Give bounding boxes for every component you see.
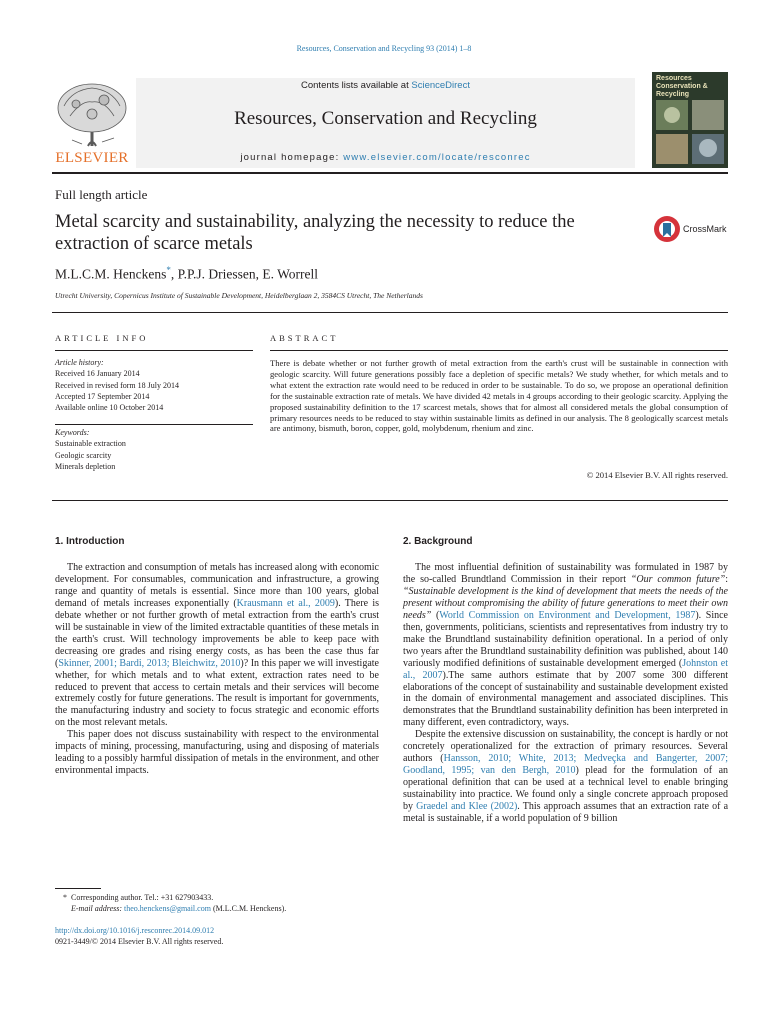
crossmark-icon	[652, 214, 682, 244]
doi-link[interactable]: http://dx.doi.org/10.1016/j.resconrec.2014.09.012	[55, 926, 215, 935]
introduction-heading: 1. Introduction	[55, 536, 125, 547]
paragraph	[403, 729, 728, 825]
sciencedirect-link[interactable]: ScienceDirect	[411, 80, 470, 91]
author-affiliation: Utrecht University, Copernicus Institute of Sustainable Development, Heidelberglaan 2, 3584CS Utrecht, The Netherlands	[55, 291, 423, 300]
author-email-link[interactable]: theo.henckens@gmail.com	[124, 904, 211, 913]
author-list	[55, 265, 318, 283]
text-run: :	[725, 573, 728, 585]
article-history	[55, 357, 253, 413]
citation-link[interactable]: Skinner, 2001; Bardi, 2013; Bleichwitz, 2010	[58, 657, 241, 669]
crossmark-label: CrossMark	[683, 224, 727, 234]
issn-copyright: 0921-3449/© 2014 Elsevier B.V. All rights reserved.	[55, 937, 224, 946]
article-type: Full length article	[55, 187, 148, 202]
elsevier-wordmark: ELSEVIER	[55, 150, 129, 166]
divider	[55, 350, 253, 351]
text-run: The most influential definition of sustainability was formulated in 1987 by the so-called Brundtland Commission in their report	[403, 562, 728, 585]
introduction-body	[55, 562, 379, 777]
history-received: Received 16 January 2014	[55, 369, 140, 379]
background-heading: 2. Background	[403, 536, 473, 547]
email-label: E-mail address:	[71, 904, 125, 913]
keywords-label: Keywords:	[55, 428, 90, 437]
citation-link[interactable]: World Commission on Environment and Development, 1987	[439, 609, 696, 621]
keywords	[55, 427, 253, 472]
keyword: Geologic scarcity	[55, 450, 112, 460]
paragraph: This paper does not discuss sustainability with respect to the environmental impacts of mining, processing, manufacturing, using and disposing of materials leading to a possibly harmful dissipation of metals in the environment, and other environmental impacts.	[55, 729, 379, 777]
journal-homepage-line	[136, 152, 635, 163]
journal-cover-image[interactable]	[652, 72, 728, 168]
corresponding-author-footnote	[55, 892, 379, 914]
article-title: Metal scarcity and sustainability, analyzing the necessity to reduce the extraction of scarce metals	[55, 212, 575, 254]
first-author: M.L.C.M. Henckens	[55, 266, 167, 282]
text-run: ).The same authors estimate that by 2007 some 300 different elaborations of the concept of sustainability and sustainable development existed in the domain of environmental management and associated disciplines. This demonstrates that the Brundtland sustainability definition has been interpreted in many different, even contradictory, ways.	[403, 669, 729, 729]
history-online: Available online 10 October 2014	[55, 403, 164, 413]
text-run: )? In this paper we will investigate whether, for which metals and to what extent, extraction rates need to be reduced to prevent that access to certain metals and their services will become extremely costly for future generations. The result is important for governments, the manufacturing industry and society to focus strategic and economic efforts on the most relevant metals.	[55, 657, 379, 729]
cover-title: Resources Conservation & Recycling	[656, 75, 708, 98]
abstract-heading: ABSTRACT	[270, 333, 339, 343]
journal-homepage-link[interactable]: www.elsevier.com/locate/resconrec	[343, 152, 531, 163]
keyword: Sustainable extraction	[55, 439, 126, 449]
corresponding-author-note: Corresponding author. Tel.: +31 627903433.	[71, 893, 214, 902]
citation-link[interactable]: Johnston et al., 2007	[403, 657, 728, 681]
contents-prefix: Contents lists available at	[301, 80, 412, 91]
citation-link[interactable]: Graedel and Klee (2002)	[416, 801, 518, 813]
paragraph	[403, 562, 728, 729]
divider	[52, 312, 728, 313]
background-body	[403, 562, 728, 825]
text-run: ) plead for the formulation of an operational definition that can be used at a technical level to enable bringing sustainability into practice. We found only a single concrete approach proposed by	[403, 765, 729, 813]
citation-link[interactable]: Krausmann et al., 2009	[236, 597, 335, 609]
journal-title: Resources, Conservation and Recycling	[234, 108, 537, 129]
keyword: Minerals depletion	[55, 461, 116, 471]
text-run: . This approach assumes that an extraction rate of a metal is sustainable, if a world population of 9 billion	[403, 801, 729, 825]
abstract-copyright: © 2014 Elsevier B.V. All rights reserved.	[586, 470, 728, 480]
email-suffix: (M.L.C.M. Henckens).	[210, 904, 287, 913]
history-label: Article history:	[55, 358, 104, 367]
article-info-heading: ARTICLE INFO	[55, 333, 149, 343]
journal-citation-link[interactable]: Resources, Conservation and Recycling 93 (2014) 1–8	[296, 44, 472, 53]
other-authors: , P.P.J. Driessen, E. Worrell	[170, 266, 319, 282]
paragraph	[55, 562, 379, 729]
text-run: (	[431, 609, 440, 621]
divider	[55, 424, 253, 425]
history-accepted: Accepted 17 September 2014	[55, 391, 150, 401]
divider	[270, 350, 728, 351]
header-rule	[52, 172, 728, 174]
text-run: Despite the extensive discussion on sustainability, the concept is hardly or not concretely operationalized for the extraction of primary resources. Several authors (	[403, 729, 728, 765]
corresponding-author-marker[interactable]: *	[166, 265, 171, 275]
citation-link[interactable]: Hansson, 2010; White, 2013; Medveçka and Bangerter, 2007; Goodland, 1995; van den Bergh, 2010	[403, 753, 728, 777]
footnote-line	[55, 903, 379, 914]
text-run: ). There is debate whether or not further growth of metal extraction from the earth's crust will be sustainable in view of the limited extractable quantities of these metals in the earth's crust. Will technology improvements be able to keep pace with decreasing ore grades and rising energy costs, as has been the case thus far (	[55, 597, 379, 669]
text-run: The extraction and consumption of metals has increased along with economic development. For consumables, communication and infrastructure, a growing range and quantity of metals is essential. Since more than 100 years, global demand of metals increases exponentially (	[55, 562, 379, 609]
footnote-marker: *	[63, 893, 67, 902]
abstract-text: There is debate whether or not further growth of metal extraction from the earth's crust will be sustainable in connection with geologic scarcity. Will future generations possibly face a depletion of specific metals? We study whether, for which metals and to what extent the extraction rate would need to be reduced in order to be sustainable. To do so, we propose an operational definition for the sustainable extraction rate of metals. We have divided 42 metals in 4 groups according to their geologic scarcity. Applying the proposed sustainability definition to the 17 scarcest metals, shows that for almost all considered metals the global consumption of primary resources needs to be reduced to stay within sustainable limits as defined in our analysis. The 8 geologically scarcest metals are antimony, bismuth, boron, copper, gold, molybdenum, rhenium and zinc.	[270, 358, 728, 434]
footnote-line	[55, 892, 379, 903]
crossmark-badge[interactable]	[652, 214, 732, 244]
history-revised: Received in revised form 18 July 2014	[55, 380, 179, 390]
contents-availability-line	[136, 80, 635, 91]
quoted-text: “Sustainable development is the kind of development that meets the needs of the present without compromising the ability of future generations to meet their own needs”	[403, 585, 728, 621]
quoted-text: “Our common future”	[630, 573, 726, 585]
divider	[52, 500, 728, 501]
cover-photos	[652, 98, 728, 168]
homepage-prefix: journal homepage:	[240, 152, 344, 163]
footnote-rule	[55, 888, 101, 889]
text-run: ). Since then, governments, politicians, scientists and representatives from industry try to make the Brundtland sustainability definition operational. In a period of only two years after the Brundtland sustainability definition was published, about 140 variously modified definitions of sustainable development emerged (	[403, 609, 728, 669]
